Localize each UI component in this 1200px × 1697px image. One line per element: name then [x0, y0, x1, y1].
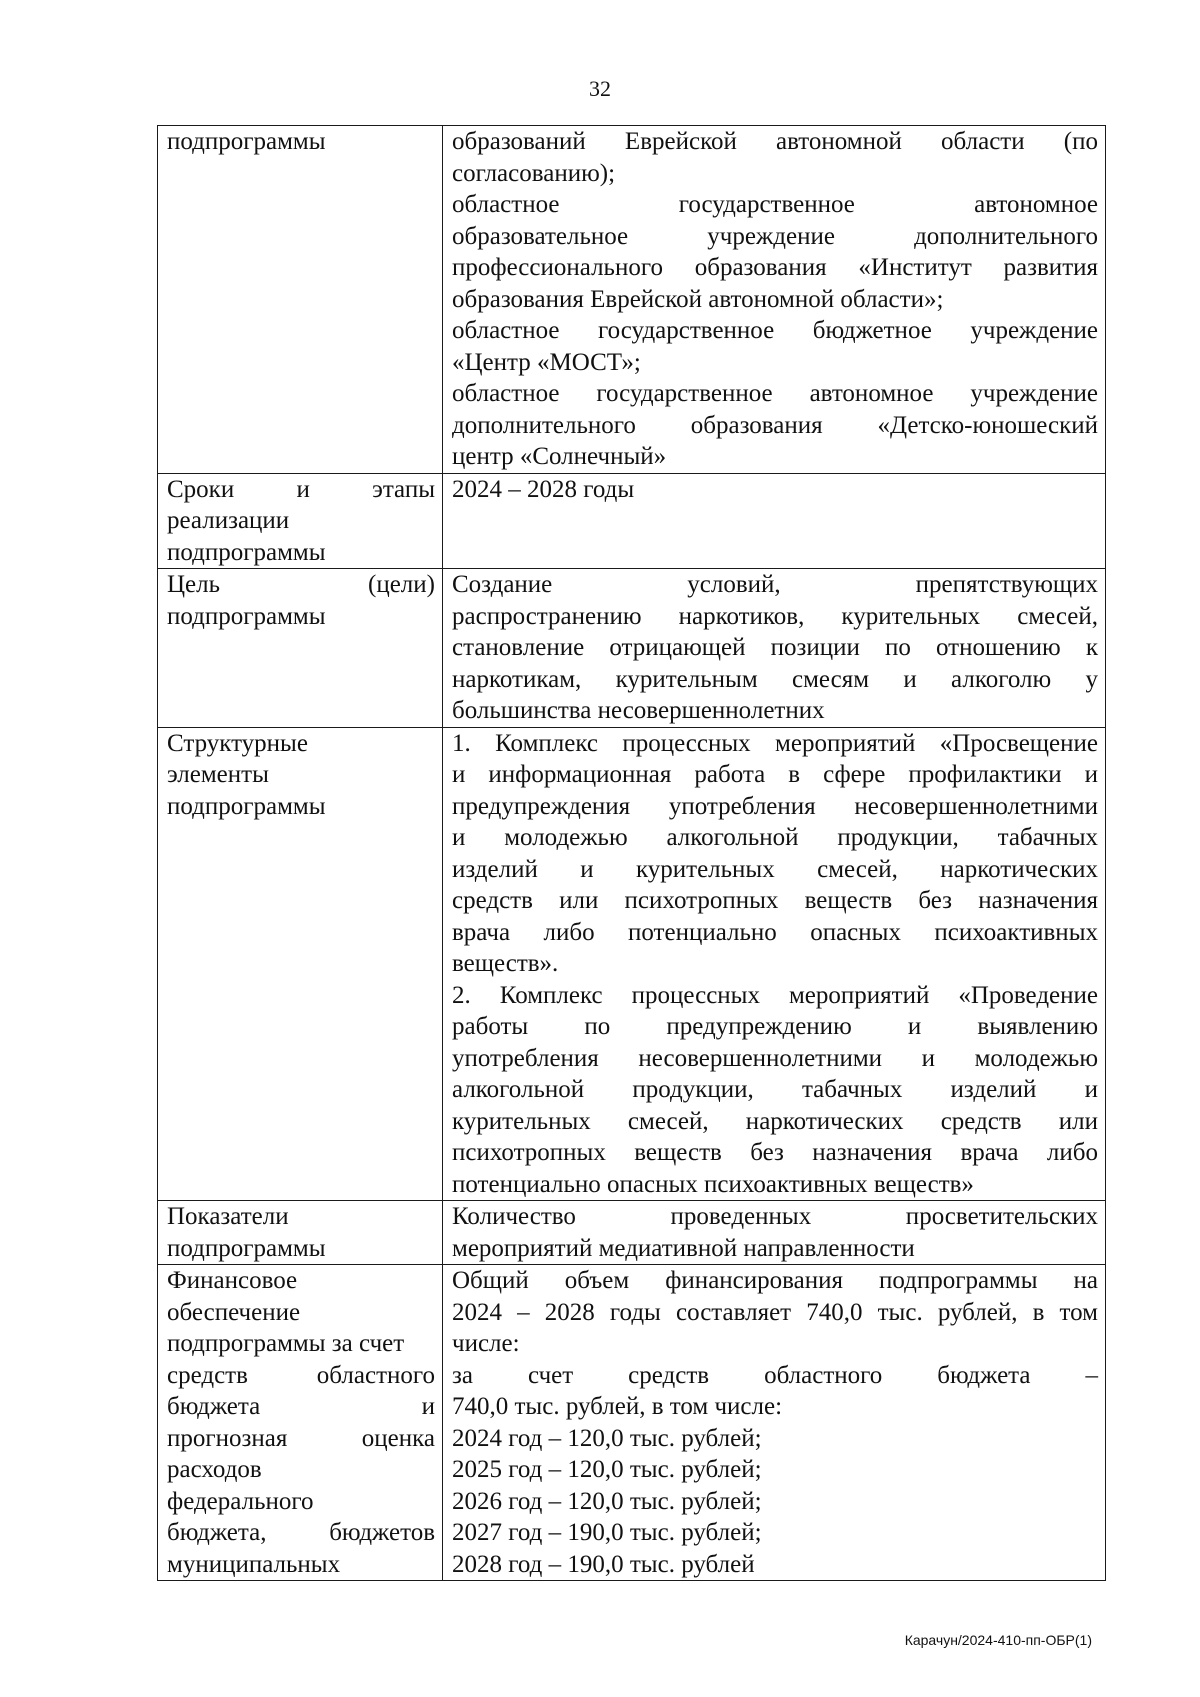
row-value-cell	[443, 1201, 1106, 1265]
value-line: предупреждения употребления несовершеннолетними	[452, 792, 1098, 820]
value-line: распространению наркотиков, курительных смесей,	[452, 602, 1098, 630]
label-line: федерального	[167, 1487, 314, 1515]
row-label-cell	[158, 727, 443, 1201]
row-value-cell	[443, 727, 1106, 1201]
value-line: работы по предупреждению и выявлению	[452, 1013, 1098, 1040]
label-line: Структурные	[167, 729, 308, 757]
label-line: элементы	[167, 761, 269, 788]
label-line: реализации	[167, 507, 290, 534]
value-line: веществ».	[452, 950, 559, 977]
value-line: «Центр «МОСТ»;	[452, 348, 641, 376]
row-label-cell	[158, 126, 443, 474]
value-line: психотропных веществ без назначения врача либо	[452, 1139, 1098, 1166]
row-value-cell	[443, 569, 1106, 728]
value-line: 1. Комплекс процессных мероприятий «Просвещение	[452, 729, 1098, 757]
value-line: образовательное учреждение дополнительного	[452, 222, 1098, 250]
value-line: врача либо потенциально опасных психоактивных	[452, 918, 1098, 946]
value-line: числе:	[452, 1330, 520, 1357]
value-line: Создание условий, препятствующих	[452, 571, 1098, 598]
label-line: Сроки и этапы	[167, 475, 435, 503]
value-line: 2026 год – 120,0 тыс. рублей;	[452, 1487, 762, 1515]
value-line: потенциально опасных психоактивных веществ»	[452, 1170, 974, 1198]
value-line: 2024 – 2028 годы составляет 740,0 тыс. рублей, в том	[452, 1298, 1098, 1326]
value-line: центр «Солнечный»	[452, 443, 667, 470]
value-line: областное государственное автономное учреждение	[452, 380, 1098, 407]
value-line: образований Еврейской автономной области (по	[452, 128, 1098, 155]
document-code: Карачун/2024-410-пп-ОБР(1)	[904, 1632, 1092, 1648]
value-line: 2028 год – 190,0 тыс. рублей	[452, 1550, 755, 1578]
label-line: муниципальных	[167, 1550, 341, 1578]
label-line: подпрограммы	[167, 1234, 326, 1262]
value-line: за счет средств областного бюджета –	[452, 1361, 1098, 1389]
label-line: подпрограммы за счет	[167, 1330, 405, 1357]
value-line: образования Еврейской автономной области»;	[452, 285, 944, 313]
label-line: подпрограммы	[167, 792, 326, 820]
label-line: бюджета, бюджетов	[167, 1519, 435, 1546]
value-line: большинства несовершеннолетних	[452, 697, 825, 724]
value-line: 740,0 тыс. рублей, в том числе:	[452, 1393, 783, 1420]
row-label-cell	[158, 1201, 443, 1265]
value-line: и информационная работа в сфере профилактики и	[452, 761, 1098, 788]
value-line: дополнительного образования «Детско-юношеский	[452, 411, 1098, 439]
value-line: курительных смесей, наркотических средств или	[452, 1107, 1098, 1135]
label-line: подпрограммы	[167, 538, 326, 566]
label-line: средств областного	[167, 1361, 435, 1389]
value-line: Количество проведенных просветительских	[452, 1203, 1098, 1230]
value-line: алкогольной продукции, табачных изделий и	[452, 1076, 1098, 1103]
row-label-cell	[158, 473, 443, 569]
row-terms	[158, 473, 1106, 569]
value-line: профессионального образования «Институт развития	[452, 254, 1098, 281]
value-line: областное государственное бюджетное учреждение	[452, 317, 1098, 344]
label-line: подпрограммы	[167, 128, 326, 155]
value-line: 2024 – 2028 годы	[452, 475, 635, 503]
label-line: обеспечение	[167, 1298, 301, 1326]
row-label-cell	[158, 1265, 443, 1581]
row-value-cell	[443, 473, 1106, 569]
subprogram-passport-table	[157, 125, 1106, 1581]
label-line: Показатели	[167, 1203, 289, 1230]
row-goal	[158, 569, 1106, 728]
value-line: изделий и курительных смесей, наркотических	[452, 855, 1098, 883]
value-line: областное государственное автономное	[452, 191, 1098, 218]
value-line: средств или психотропных веществ без назначения	[452, 887, 1098, 914]
label-line: расходов	[167, 1456, 262, 1483]
row-financing	[158, 1265, 1106, 1581]
value-line: и молодежью алкогольной продукции, табачных	[452, 824, 1098, 851]
label-line: прогнозная оценка	[167, 1424, 435, 1452]
row-structural-elements	[158, 727, 1106, 1201]
label-line: бюджета и	[167, 1393, 435, 1420]
value-line: 2024 год – 120,0 тыс. рублей;	[452, 1424, 762, 1452]
value-line: употребления несовершеннолетними и молодежью	[452, 1044, 1098, 1072]
label-line: подпрограммы	[167, 602, 326, 630]
value-line: согласованию);	[452, 159, 616, 187]
value-line: мероприятий медиативной направленности	[452, 1234, 915, 1262]
label-line: Цель (цели)	[167, 571, 435, 598]
value-line: наркотикам, курительным смесям и алкоголю у	[452, 665, 1098, 693]
value-line: 2. Комплекс процессных мероприятий «Проведение	[452, 981, 1098, 1009]
row-label-cell	[158, 569, 443, 728]
value-line: 2025 год – 120,0 тыс. рублей;	[452, 1456, 762, 1483]
value-line: становление отрицающей позиции по отношению к	[452, 634, 1098, 661]
value-line: Общий объем финансирования подпрограммы на	[452, 1267, 1098, 1294]
value-line: 2027 год – 190,0 тыс. рублей;	[452, 1519, 762, 1546]
row-participants	[158, 126, 1106, 474]
page-number: 32	[589, 76, 611, 101]
row-indicators	[158, 1201, 1106, 1265]
label-line: Финансовое	[167, 1267, 298, 1294]
row-value-cell	[443, 1265, 1106, 1581]
row-value-cell	[443, 126, 1106, 474]
